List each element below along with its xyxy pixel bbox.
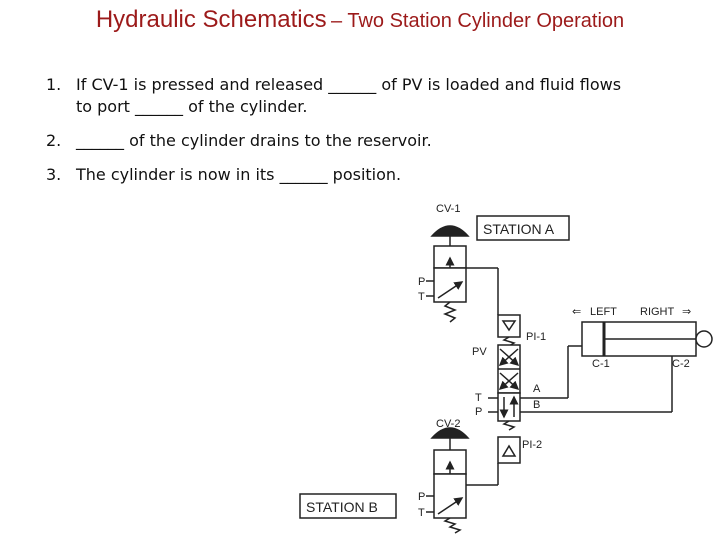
pi1-box xyxy=(498,315,520,337)
cv2-t-label: T xyxy=(418,507,425,519)
station-a-label: STATION A xyxy=(483,221,555,237)
cylinder-rod-end xyxy=(696,331,712,347)
question-text: The cylinder is now in its ______ position. xyxy=(76,165,402,184)
pv-lower-box xyxy=(498,393,520,421)
c2-label: C-2 xyxy=(672,358,690,370)
pi2-box xyxy=(498,437,520,463)
question-text-continued: to port ______ of the cylinder. xyxy=(76,97,308,116)
pv-lower-spring xyxy=(504,421,514,430)
question-text: ______ of the cylinder drains to the reservoir. xyxy=(76,131,432,150)
right-arrow-icon: ⇒ xyxy=(682,306,692,318)
question-number: 2. xyxy=(46,131,62,150)
pi1-label: PI-1 xyxy=(526,331,547,343)
cv1-t-label: T xyxy=(418,291,425,303)
pv-p-label: P xyxy=(475,406,483,418)
port-a-label: A xyxy=(533,383,541,395)
pv-label: PV xyxy=(472,346,487,358)
cv1-p-label: P xyxy=(418,276,426,288)
station-b-label: STATION B xyxy=(306,499,378,515)
title-main: Hydraulic Schematics xyxy=(95,6,327,33)
cv2-label: CV-2 xyxy=(436,418,461,430)
right-label: RIGHT xyxy=(640,306,675,318)
pi2-label: PI-2 xyxy=(522,439,543,451)
c1-label: C-1 xyxy=(592,358,610,370)
cv2-lower-box xyxy=(434,474,466,518)
port-b-label: B xyxy=(533,399,541,411)
question-text: If CV-1 is pressed and released ______ of PV is loaded and fluid flows xyxy=(76,75,622,94)
cv2-valve xyxy=(426,428,468,533)
title-sub: – Two Station Cylinder Operation xyxy=(331,10,625,32)
cv2-spring xyxy=(445,518,460,533)
cv2-p-label: P xyxy=(418,491,426,503)
left-arrow-icon: ⇐ xyxy=(572,306,582,318)
cv1-push-button xyxy=(432,226,468,236)
left-label: LEFT xyxy=(590,306,617,318)
question-number: 3. xyxy=(46,165,62,184)
cv1-spring xyxy=(445,302,455,322)
question-number: 1. xyxy=(46,75,62,94)
pv-t-label: T xyxy=(475,392,482,404)
cv1-label: CV-1 xyxy=(436,203,461,215)
